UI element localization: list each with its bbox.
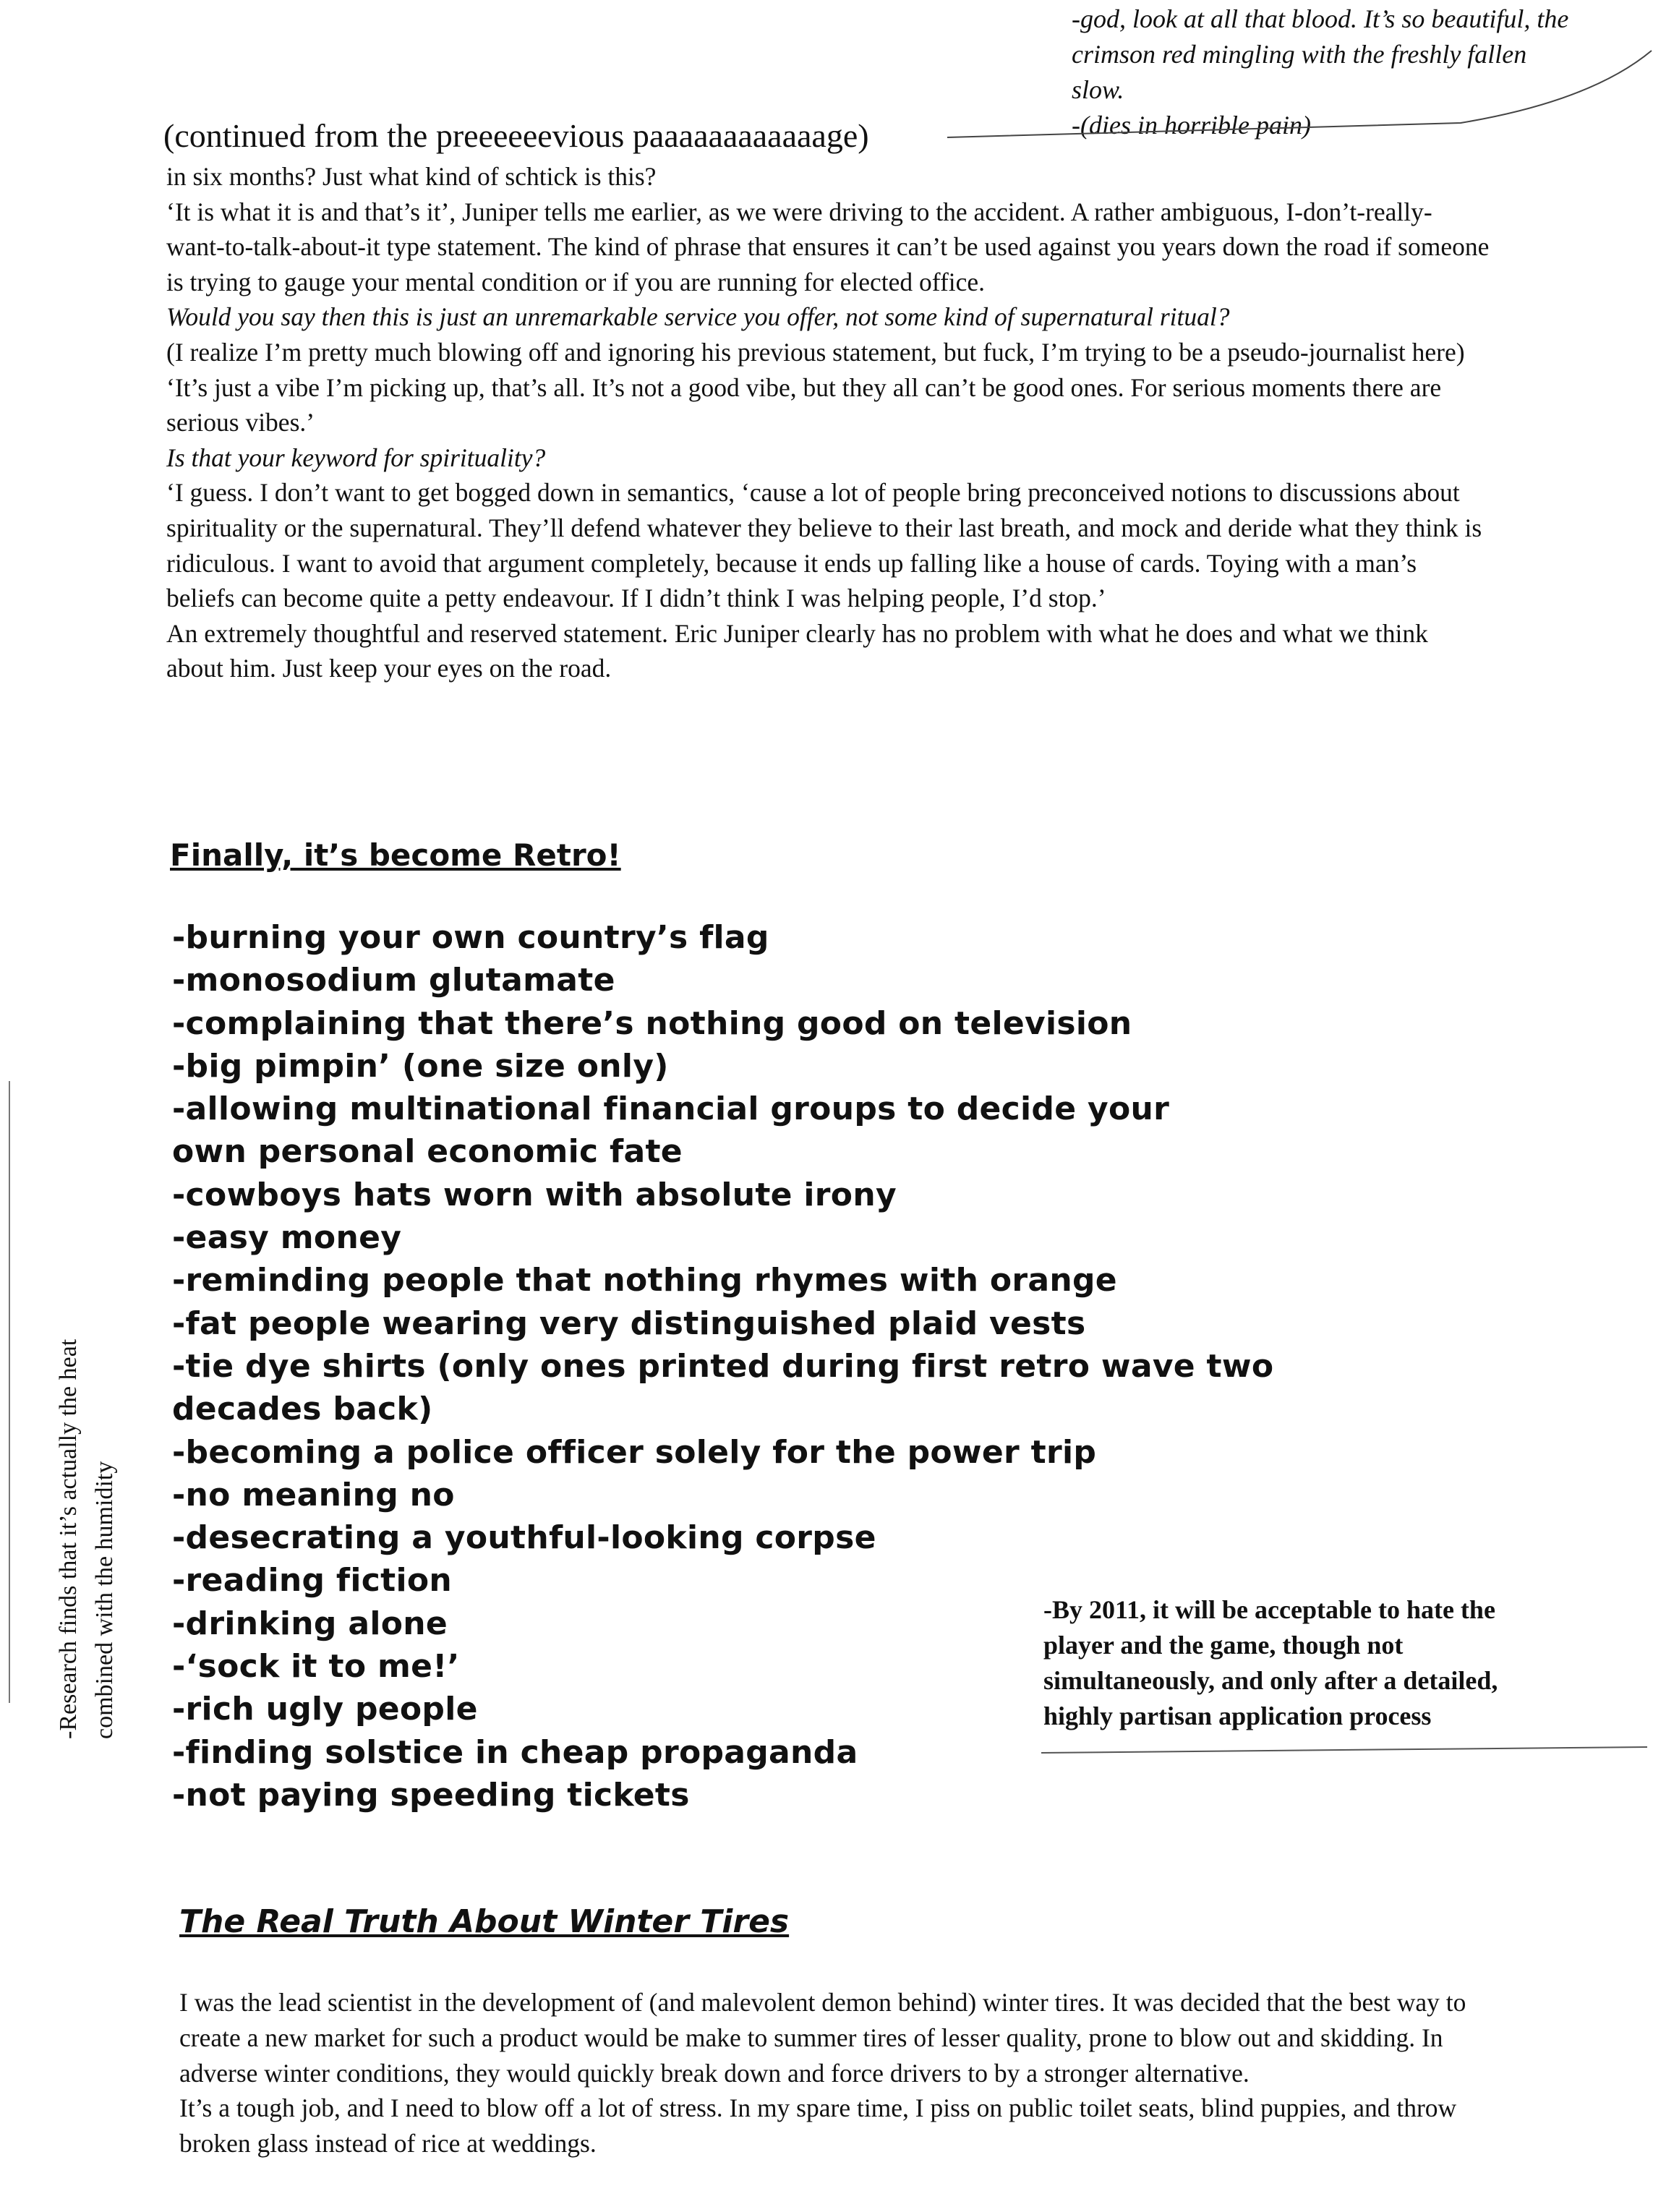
retro-list-item: -allowing multinational financial groups to decide your xyxy=(172,1090,1170,1128)
retro-list-item: decades back) xyxy=(172,1391,433,1428)
article-paragraph: (I realize I’m pretty much blowing off and ignoring his previous statement, but fuck, I’m trying to be a pseudo-journalist here) xyxy=(166,337,1465,367)
retro-list-item: -reminding people that nothing rhymes with orange xyxy=(172,1262,1117,1299)
right-note-line: simultaneously, and only after a detailed, xyxy=(1043,1666,1498,1695)
right-note-line: highly partisan application process xyxy=(1043,1701,1432,1730)
retro-list-item: -becoming a police officer solely for the power trip xyxy=(172,1433,1097,1471)
tires-paragraph: I was the lead scientist in the development of (and malevolent demon behind) winter tires. It was decided that the best way to create a new market for such a product would be make to summer tires of lesser quality, prone to blow out and skidding. In adverse winter conditions, they would quickly break down and force drivers to by a stronger alternative. xyxy=(179,1988,1466,2088)
tires-heading: The Real Truth About Winter Tires xyxy=(179,1903,790,1940)
top-note-curve-line xyxy=(940,43,1653,159)
right-note-underline xyxy=(1041,1743,1649,1757)
retro-list-item: -easy money xyxy=(172,1219,402,1257)
left-margin-note xyxy=(51,936,123,1739)
continued-header: (continued from the preeeeeevious paaaaaaaaaaaage) xyxy=(163,117,869,154)
retro-list-item: -big pimpin’ (one size only) xyxy=(172,1047,669,1085)
retro-list-item: -no meaning no xyxy=(172,1476,455,1513)
top-note-line: slow. xyxy=(1072,75,1124,104)
side-note-line xyxy=(6,1081,13,1703)
retro-heading: Finally, it’s become Retro! xyxy=(170,837,621,873)
retro-list-item: -not paying speeding tickets xyxy=(172,1776,690,1814)
retro-list-item: -drinking alone xyxy=(172,1605,448,1642)
retro-list-item: -fat people wearing very distinguished plaid vests xyxy=(172,1304,1086,1342)
retro-list-item: -‘sock it to me!’ xyxy=(172,1648,460,1686)
retro-list-item: -monosodium glutamate xyxy=(172,962,615,999)
retro-list-item: -cowboys hats worn with absolute irony xyxy=(172,1176,897,1213)
article-body xyxy=(166,159,1490,686)
top-note-line: crimson red mingling with the freshly fallen xyxy=(1072,40,1527,69)
right-note-line: -By 2011, it will be acceptable to hate the xyxy=(1043,1595,1495,1624)
retro-list-item: -complaining that there’s nothing good on television xyxy=(172,1004,1132,1042)
retro-list-item: -tie dye shirts (only ones printed during first retro wave two xyxy=(172,1347,1274,1385)
article-paragraph: ‘It is what it is and that’s it’, Juniper tells me earlier, as we were driving to the accident. A rather ambiguous, I-don’t-really-want-to-talk-about-it type statement. The kind of phrase that ensures it can’t be used against you years down the road if someone is trying to gauge your mental condition or if you are running for elected office. xyxy=(166,197,1490,296)
article-paragraph: An extremely thoughtful and reserved statement. Eric Juniper clearly has no problem with what he does and what we think about him. Just keep your eyes on the road. xyxy=(166,618,1428,683)
top-note-line: -(dies in horrible pain) xyxy=(1072,111,1311,140)
retro-list-item: -reading fiction xyxy=(172,1562,452,1600)
interview-question: Is that your keyword for spirituality? xyxy=(166,443,546,472)
side-note-line-text: combined with the humidity xyxy=(91,1461,118,1739)
retro-list-item: own personal economic fate xyxy=(172,1133,683,1171)
article-paragraph: ‘It’s just a vibe I’m picking up, that’s all. It’s not a good vibe, but they all can’t be good ones. For serious moments there are serious vibes.’ xyxy=(166,372,1442,437)
right-note-line: player and the game, though not xyxy=(1043,1631,1404,1660)
side-note-line-text: -Research finds that it’s actually the heat xyxy=(55,1338,82,1739)
tires-body xyxy=(179,1985,1488,2161)
retro-list-item: -rich ugly people xyxy=(172,1691,478,1728)
article-paragraph: ‘I guess. I don’t want to get bogged down in semantics, ‘cause a lot of people bring preconceived notions to discussions about spirituality or the supernatural. They’ll defend whatever they believe to their last breath, and mock and deride what they think is ridiculous. I want to avoid that argument completely, because it ends up falling like a house of cards. Toying with a man’s beliefs can become quite a petty endeavour. If I didn’t think I was helping people, I’d stop.’ xyxy=(166,478,1482,613)
interview-question: Would you say then this is just an unremarkable service you offer, not some kind of supernatural ritual? xyxy=(166,302,1230,332)
article-paragraph: in six months? Just what kind of schtick is this? xyxy=(166,162,657,191)
right-margin-note xyxy=(1043,1592,1644,1734)
retro-list-item: -finding solstice in cheap propaganda xyxy=(172,1733,858,1771)
retro-list-item: -burning your own country’s flag xyxy=(172,919,769,956)
tires-paragraph: It’s a tough job, and I need to blow off a lot of stress. In my spare time, I piss on public toilet seats, blind puppies, and throw broken glass instead of rice at weddings. xyxy=(179,2093,1457,2158)
top-note-line: -god, look at all that blood. It’s so beautiful, the xyxy=(1072,4,1569,33)
retro-list-item: -desecrating a youthful-looking corpse xyxy=(172,1519,876,1557)
